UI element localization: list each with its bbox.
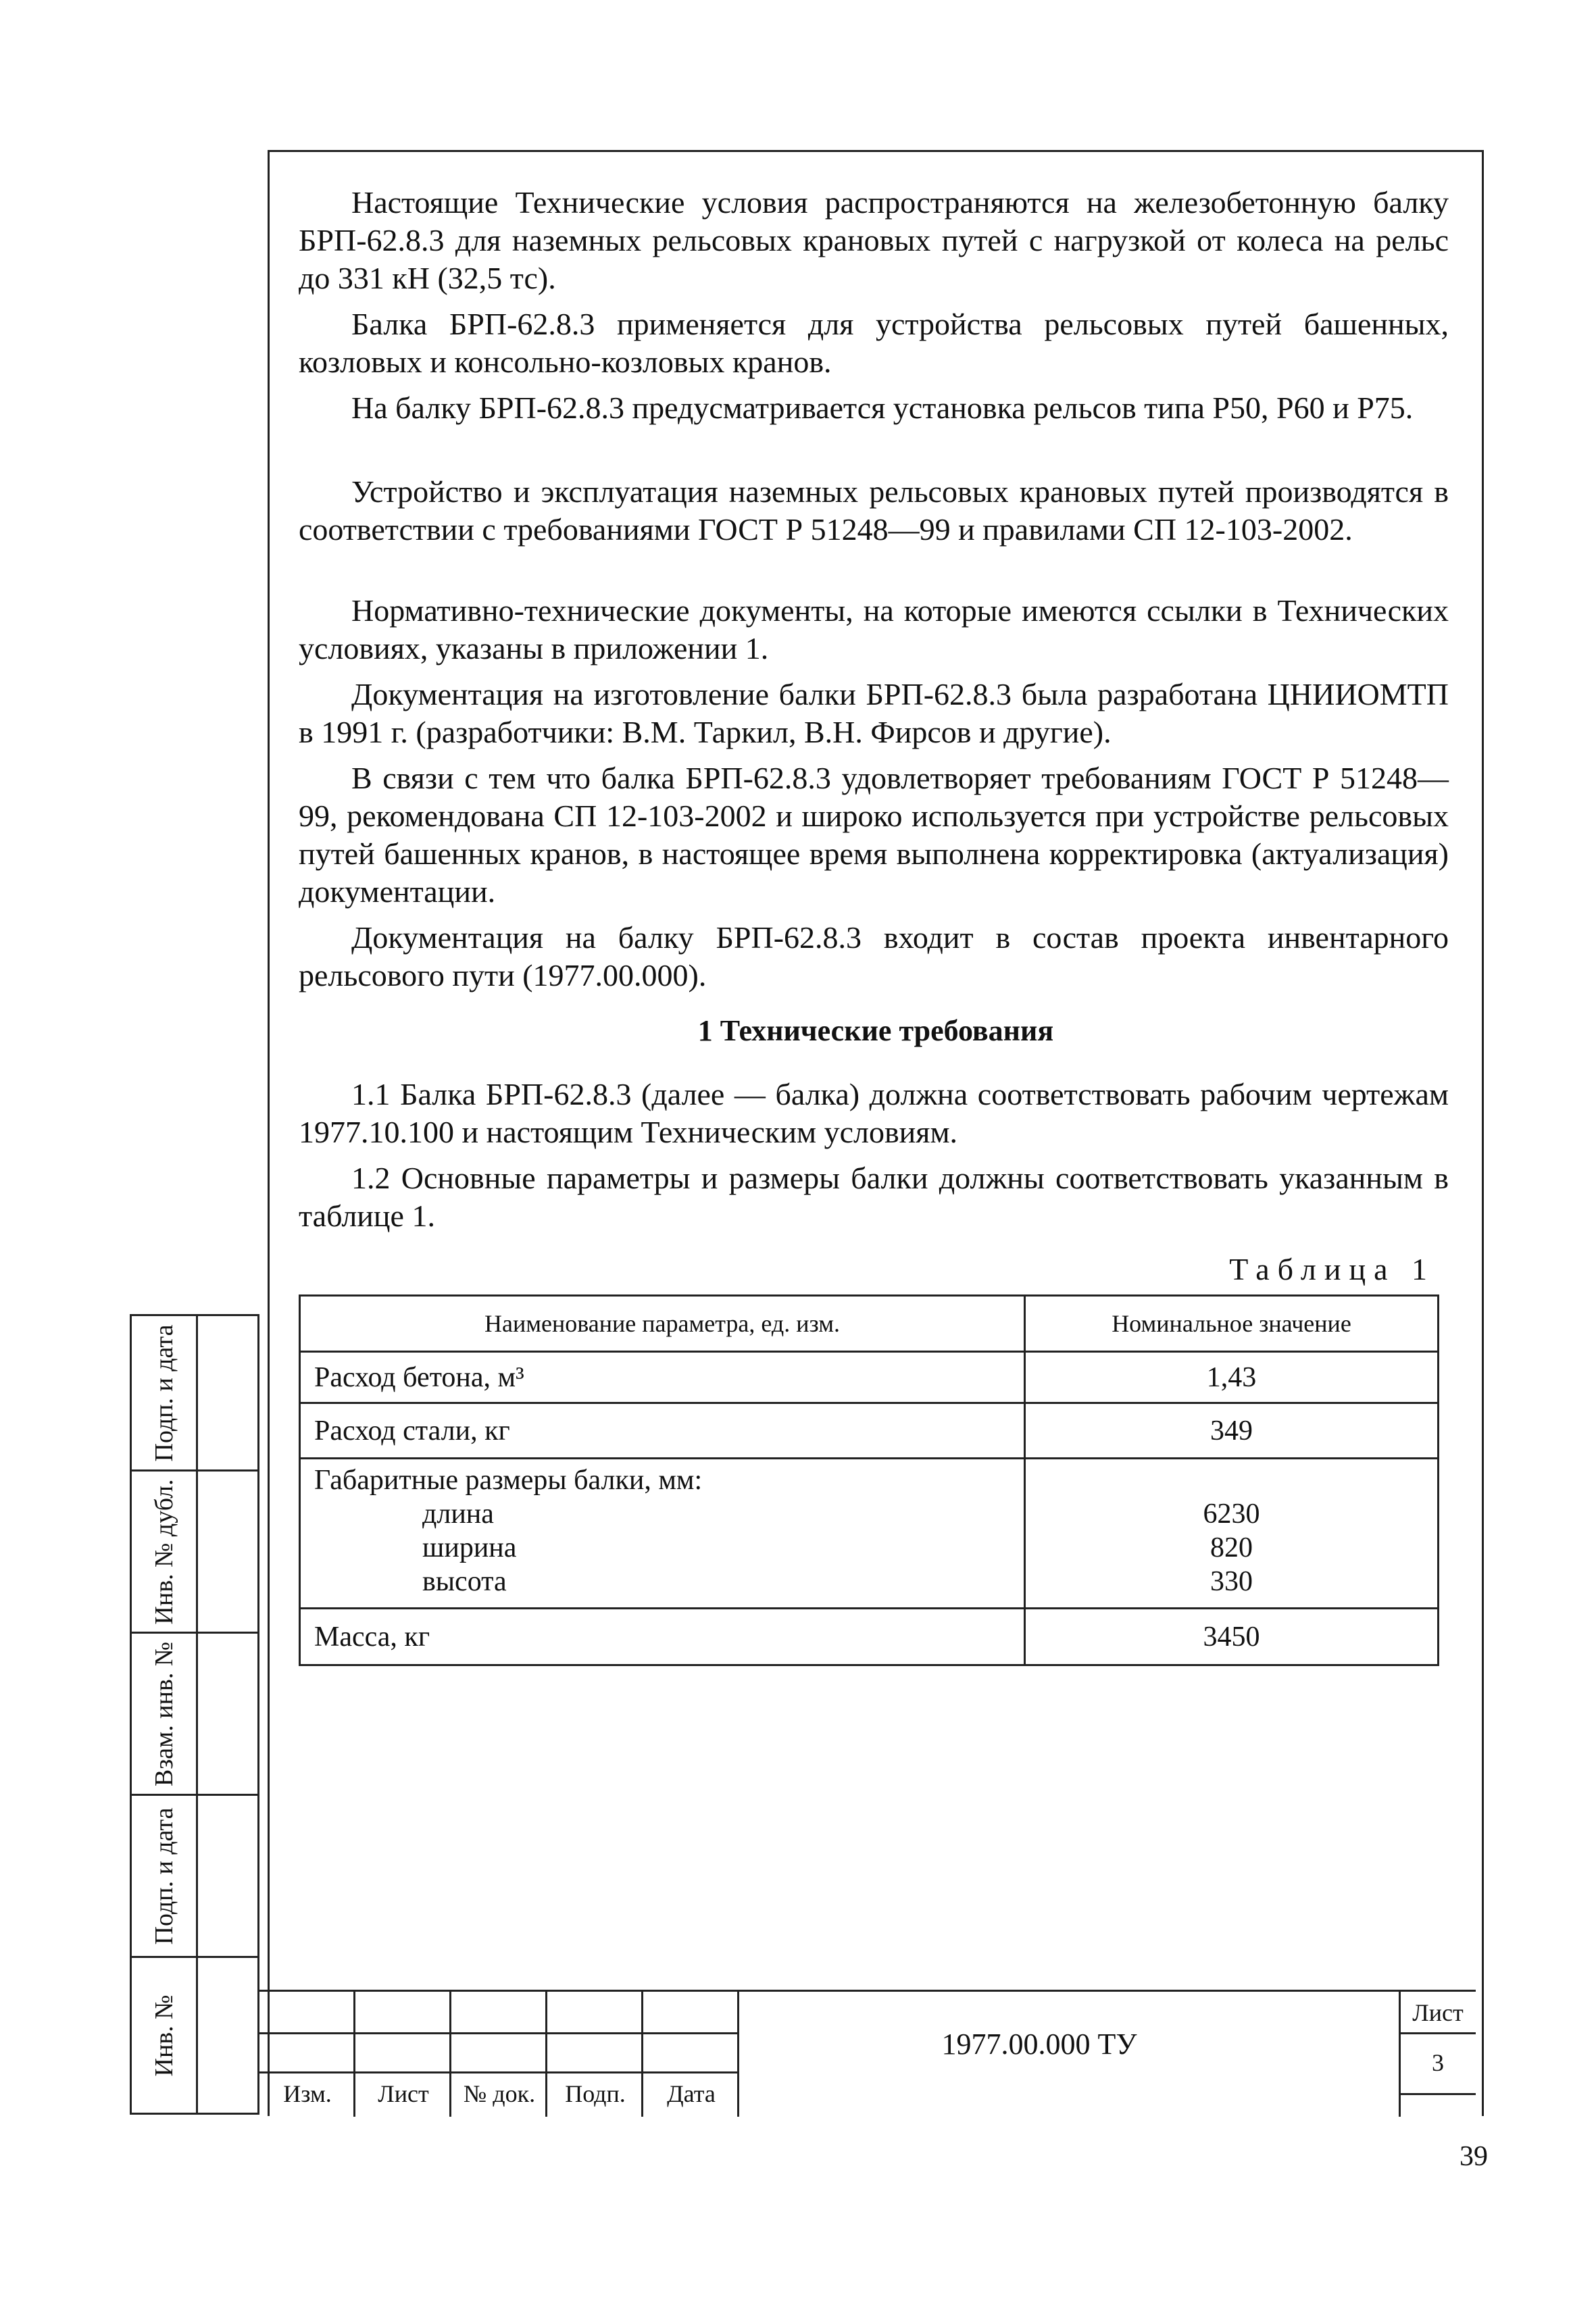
- document-code: 1977.00.000 ТУ: [941, 2028, 1137, 2061]
- header-value: Номинальное значение: [1025, 1296, 1439, 1352]
- stamp-cell-inv-no: [132, 1958, 257, 2113]
- paragraph-project: Документация на балку БРП-62.8.3 входит в состав проекта инвентарного рельсового пути (1977.00.000).: [299, 920, 1449, 992]
- tb-sheet-label: Лист: [1412, 1999, 1464, 2026]
- page-number: 39: [1460, 2141, 1488, 2172]
- stamp-cell-repl-inv: [132, 1634, 257, 1796]
- paragraph-1-2: 1.2 Основные параметры и размеры балки должны соответствовать указанным в таблице 1.: [299, 1161, 1449, 1233]
- paragraph-intro: Настоящие Технические условия распространяются на железобетонную балку БРП-62.8.3 для наземных рельсовых крановых путей с нагрузкой от колеса на рельс до 331 кН (32,5 тс).: [299, 185, 1449, 295]
- section-heading: 1 Технические требования: [697, 1014, 1054, 1047]
- table-caption: Таблица 1: [1229, 1252, 1435, 1286]
- paragraph-application: Балка БРП-62.8.3 применяется для устройства рельсовых путей башенных, козловых и консольно-козловых кранов.: [299, 307, 1449, 379]
- row-value: 1,43: [1025, 1352, 1439, 1403]
- tb-row-line: [259, 2032, 739, 2034]
- tb-col-change: Изм.: [283, 2080, 332, 2107]
- stamp-label: Подп. и дата: [149, 1807, 178, 1945]
- stamp-label: Инв. №: [149, 1994, 178, 2076]
- sub-label-height: высота: [422, 1566, 507, 1597]
- row-label: Масса, кг: [300, 1609, 1025, 1665]
- tb-col-date: Дата: [667, 2080, 716, 2107]
- value-width: 820: [1210, 1532, 1253, 1563]
- row-value: 349: [1025, 1403, 1439, 1459]
- dimensions-value-cell: [1025, 1459, 1439, 1609]
- stamp-cell-sign-date-2: [132, 1796, 257, 1958]
- table-row: [300, 1403, 1439, 1459]
- stamp-label: Инв. № дубл.: [149, 1478, 178, 1625]
- header-parameter: Наименование параметра, ед. изм.: [300, 1296, 1025, 1352]
- sub-label-width: ширина: [422, 1532, 517, 1563]
- stamp-cell-sign-date-1: [132, 1316, 257, 1472]
- row-label: Габаритные размеры балки, мм:: [314, 1465, 703, 1496]
- tb-col-doc: № док.: [463, 2080, 536, 2107]
- value-length: 6230: [1203, 1499, 1260, 1530]
- tb-sheet-line: [1399, 2093, 1476, 2095]
- paragraph-standards: Устройство и эксплуатация наземных рельсовых крановых путей производятся в соответствии с требованиями ГОСТ Р 51248—99 и правилами СП 12-103-2002.: [299, 474, 1449, 547]
- paragraph-1-1: 1.1 Балка БРП-62.8.3 (далее — балка) должна соответствовать рабочим чертежам 1977.10.100 и настоящим Техническим условиям.: [299, 1077, 1449, 1149]
- tb-col-sheet: Лист: [378, 2080, 429, 2107]
- paragraph-rails: На балку БРП-62.8.3 предусматривается установка рельсов типа Р50, Р60 и Р75.: [351, 391, 1414, 425]
- parameters-table: [299, 1294, 1439, 1666]
- table-row: [300, 1459, 1439, 1609]
- row-label: Расход бетона, м³: [300, 1352, 1025, 1403]
- paragraph-actualization: В связи с тем что балка БРП-62.8.3 удовлетворяет требованиям ГОСТ Р 51248—99, рекомендована СП 12-103-2002 и широко используется при устройстве рельсовых путей башенных кранов, в настоящее время выполнена корректировка (актуализация) документации.: [299, 761, 1449, 909]
- stamp-label: Подп. и дата: [149, 1324, 178, 1462]
- tb-sheet-value: 3: [1432, 2049, 1444, 2076]
- row-value: 3450: [1025, 1609, 1439, 1665]
- side-stamp: [130, 1314, 259, 2115]
- table-row: [300, 1609, 1439, 1665]
- stamp-label: Взам. инв. №: [149, 1641, 178, 1786]
- sub-label-length: длина: [422, 1499, 494, 1530]
- paragraph-developers: Документация на изготовление балки БРП-62.8.3 была разработана ЦНИИОМТП в 1991 г. (разработчики: В.М. Таркил, В.Н. Фирсов и другие).: [299, 677, 1449, 749]
- tb-col-sign: Подп.: [565, 2080, 626, 2107]
- dimensions-label-cell: [300, 1459, 1025, 1609]
- paragraph-references: Нормативно-технические документы, на которые имеются ссылки в Технических условиях, указаны в приложении 1.: [299, 593, 1449, 665]
- stamp-cell-dup-inv: [132, 1472, 257, 1634]
- table-header-row: [300, 1296, 1439, 1352]
- tb-row-line: [259, 2071, 739, 2073]
- table-row: [300, 1352, 1439, 1403]
- value-height: 330: [1210, 1566, 1253, 1597]
- tb-sheet-line: [1399, 2032, 1476, 2034]
- row-label: Расход стали, кг: [300, 1403, 1025, 1459]
